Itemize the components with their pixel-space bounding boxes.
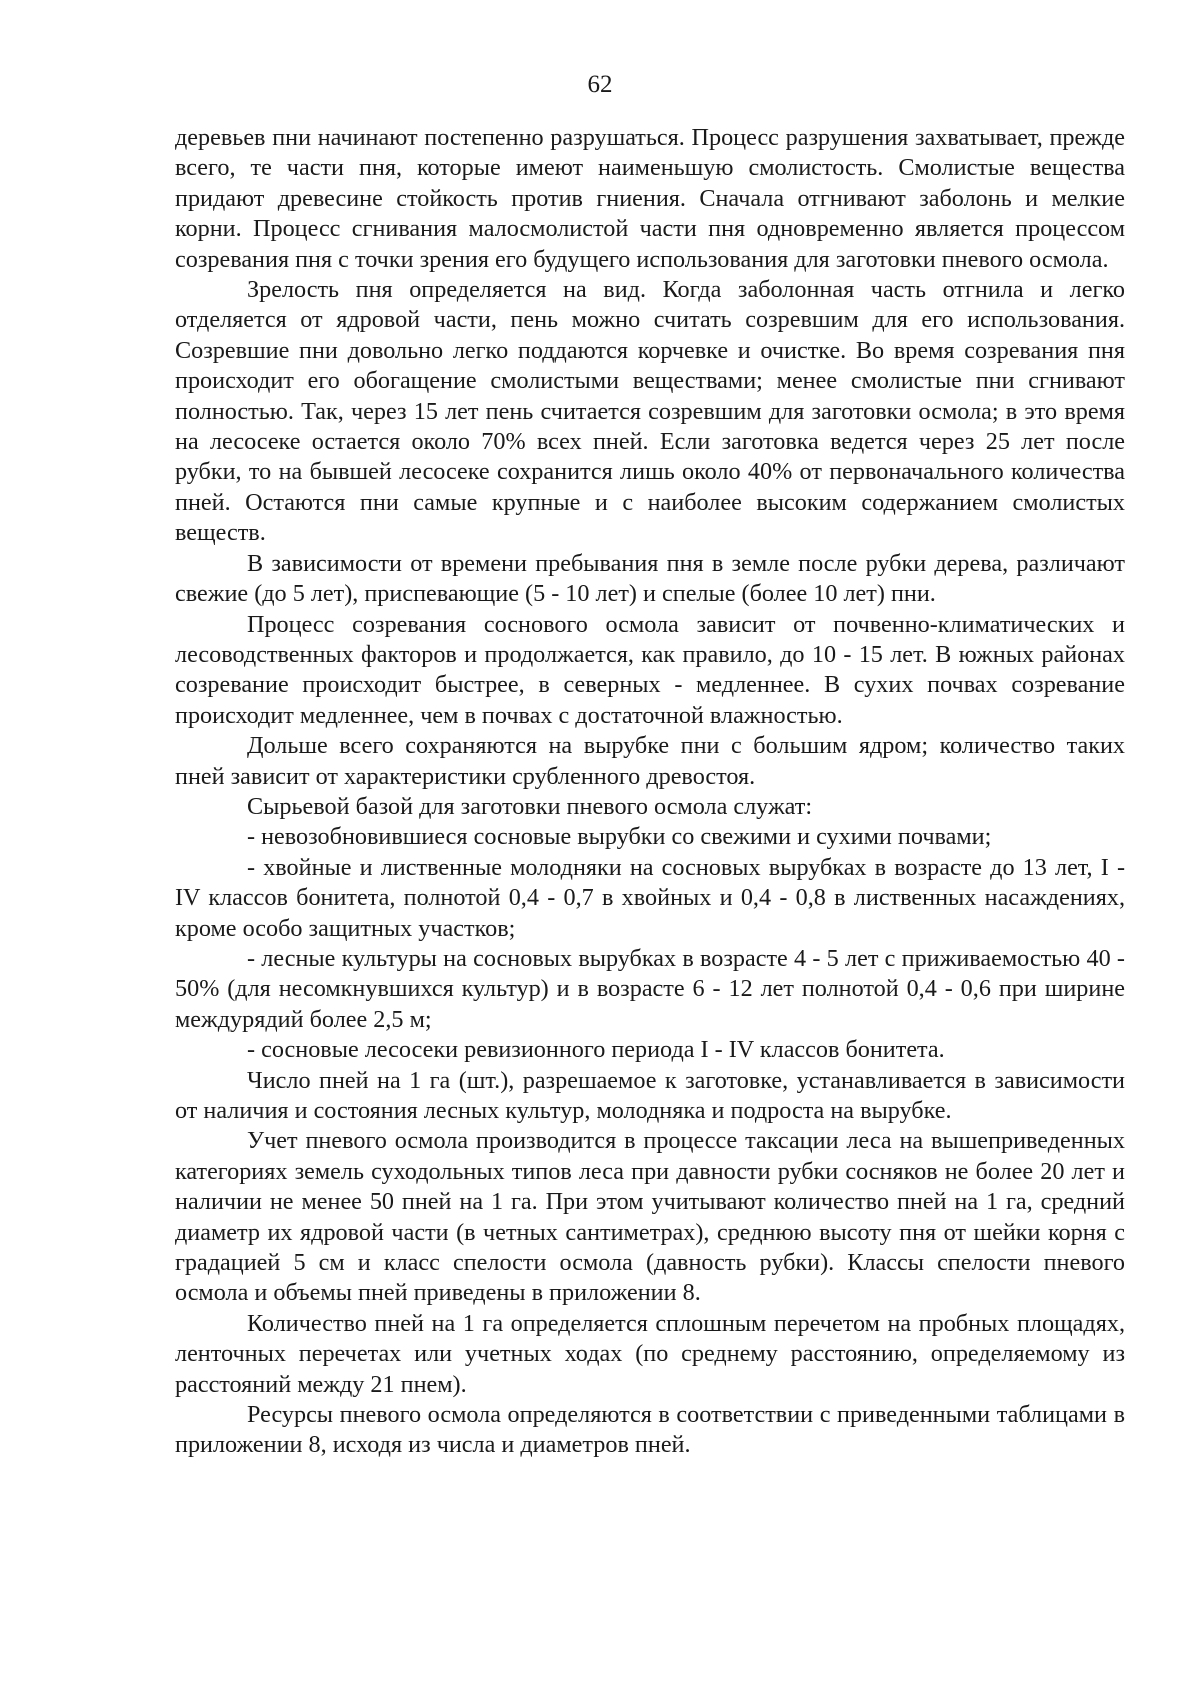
- paragraph: Дольше всего сохраняются на вырубке пни с большим ядром; количество таких пней зависит от характеристики срубленного древостоя.: [175, 732, 1125, 790]
- paragraph: Сырьевой базой для заготовки пневого осмола служат:: [247, 792, 813, 820]
- list-item: - невозобновившиеся сосновые вырубки со свежими и сухими почвами;: [247, 823, 992, 851]
- paragraph: Зрелость пня определяется на вид. Когда заболонная часть отгнила и легко отделяется от ядровой части, пень можно считать созревшим для его использования. Созревшие пни довольно легко поддаются корчевке и очистке. Во время созревания пня происходит его обогащение смолистыми веществами; менее смолистые пни сгнивают полностью. Так, через 15 лет пень считается созревшим для заготовки осмола; в это время на лесосеке остается около 70% всех пней. Если заготовка ведется через 25 лет после рубки, то на бывшей лесосеке сохранится лишь около 40% от первоначального количества пней. Остаются пни самые крупные и с наиболее высоким содержанием смолистых веществ.: [175, 276, 1125, 547]
- paragraph: Ресурсы пневого осмола определяются в соответствии с приведенными таблицами в приложении 8, исходя из числа и диаметров пней.: [175, 1401, 1125, 1459]
- page-number: 62: [587, 71, 613, 98]
- body-text: [175, 123, 1125, 1461]
- paragraph: Число пней на 1 га (шт.), разрешаемое к заготовке, устанавливается в зависимости от наличия и состояния лесных культур, молодняка и подроста на вырубке.: [175, 1066, 1125, 1124]
- paragraph: Количество пней на 1 га определяется сплошным перечетом на пробных площадях, ленточных перечетах или учетных ходах (по среднему расстоянию, определяемому из расстояний между 21 пнем).: [175, 1309, 1125, 1398]
- list-item: - сосновые лесосеки ревизионного периода I - IV классов бонитета.: [247, 1036, 945, 1064]
- paragraph: Учет пневого осмола производится в процессе таксации леса на вышеприведенных категориях земель суходольных типов леса при давности рубки сосняков не более 20 лет и наличии не менее 50 пней на 1 га. При этом учитывают количество пней на 1 га, средний диаметр их ядровой части (в четных сантиметрах), среднюю высоту пня от шейки корня с градацией 5 см и класс спелости осмола (давность рубки). Классы спелости пневого осмола и объемы пней приведены в приложении 8.: [175, 1127, 1125, 1307]
- paragraph: Процесс созревания соснового осмола зависит от почвенно-климатических и лесоводственных факторов и продолжается, как правило, до 10 - 15 лет. В южных районах созревание происходит быстрее, в северных - медленнее. В сухих почвах созревание происходит медленнее, чем в почвах с достаточной влажностью.: [175, 610, 1125, 729]
- paragraph: деревьев пни начинают постепенно разрушаться. Процесс разрушения захватывает, прежде всего, те части пня, которые имеют наименьшую смолистость. Смолистые вещества придают древесине стойкость против гниения. Сначала отгнивают заболонь и мелкие корни. Процесс сгнивания малосмолистой части пня одновременно является процессом созревания пня с точки зрения его будущего использования для заготовки пневого осмола.: [175, 124, 1125, 273]
- list-item: - хвойные и лиственные молодняки на сосновых вырубках в возрасте до 13 лет, I - IV классов бонитета, полнотой 0,4 - 0,7 в хвойных и 0,4 - 0,8 в лиственных насаждениях, кроме особо защитных участков;: [175, 853, 1125, 942]
- paragraph: В зависимости от времени пребывания пня в земле после рубки дерева, различают свежие (до 5 лет), приспевающие (5 - 10 лет) и спелые (более 10 лет) пни.: [175, 549, 1125, 608]
- list-item: - лесные культуры на сосновых вырубках в возрасте 4 - 5 лет с приживаемостью 40 - 50% (для несомкнувшихся культур) и в возрасте 6 - 12 лет полнотой 0,4 - 0,6 при ширине междурядий более 2,5 м;: [175, 944, 1125, 1033]
